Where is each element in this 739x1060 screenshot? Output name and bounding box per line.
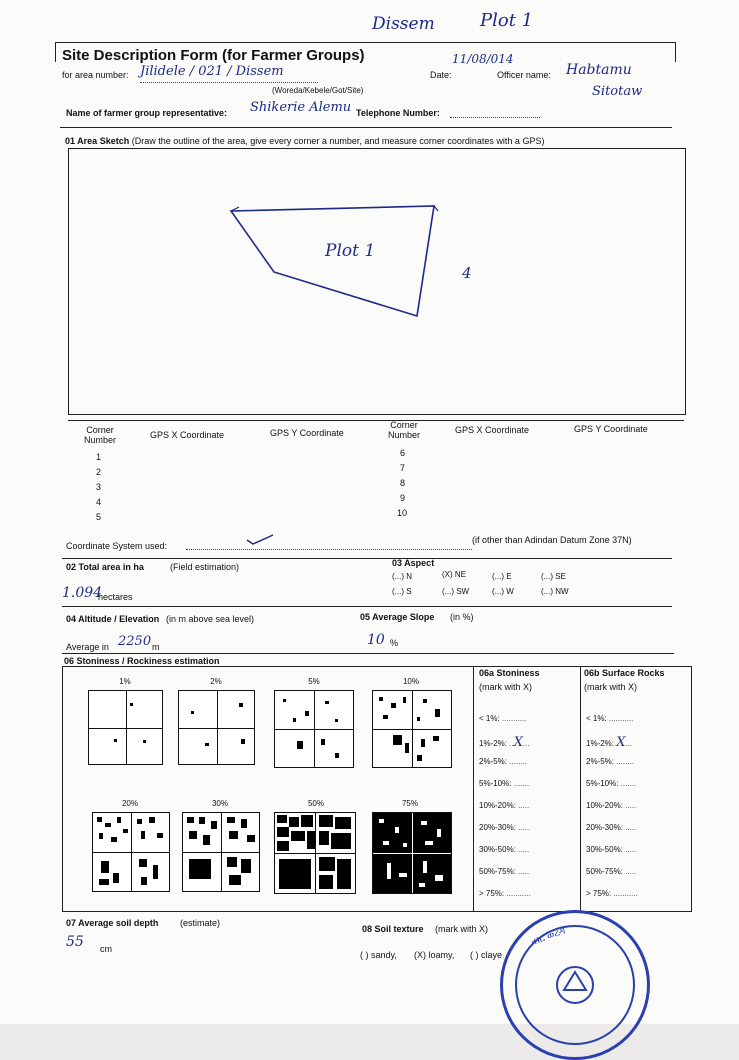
slope-label: 05 Average Slope	[360, 612, 435, 622]
class-b: 10%-20%: .....	[586, 801, 637, 810]
stoniness-label: 06 Stoniness / Rockiness estimation	[64, 656, 220, 666]
class-a: > 75%: ...........	[479, 889, 531, 898]
soil-texture-clayey: ( ) claye	[470, 950, 503, 960]
class-a: 10%-20%: .....	[479, 801, 530, 810]
phone-label: Telephone Number:	[356, 108, 440, 118]
rule-2	[62, 558, 672, 559]
aspect-label: 03 Aspect	[392, 558, 435, 568]
coord-system-label: Coordinate System used:	[66, 541, 168, 551]
class-a: 5%-10%: .......	[479, 779, 530, 788]
corner-number: 3	[96, 482, 102, 492]
sketch-label: 01 Area Sketch	[65, 136, 130, 146]
coord-system-note: (if other than Adindan Datum Zone 37N)	[472, 535, 632, 545]
phone-line	[450, 117, 540, 118]
frame-left	[55, 42, 56, 62]
panel-label-20pct: 20%	[121, 799, 138, 808]
gps-col-corner-right: Corner Number	[387, 420, 420, 440]
aspect-nw: (...) NW	[541, 587, 569, 596]
class-b: 50%-75%: .....	[586, 867, 637, 876]
gps-top-rule	[68, 420, 684, 421]
soil-depth-value: 55	[66, 934, 84, 950]
panel-label-5pct: 5%	[308, 677, 320, 686]
soil-depth-unit: cm	[100, 944, 112, 954]
rep-label: Name of farmer group representative:	[66, 108, 228, 118]
stoniness-divider-2	[580, 666, 581, 911]
class-a: 50%-75%: .....	[479, 867, 530, 876]
corner-number: 9	[400, 493, 406, 503]
officer-value-2: Sitotaw	[592, 84, 643, 99]
aspect-e: (...) E	[492, 572, 512, 581]
soil-depth-hint: (estimate)	[180, 918, 221, 928]
coord-check-mark	[245, 532, 275, 546]
area-number-hint: (Woreda/Kebele/Got/Site)	[272, 86, 364, 95]
stone-panel-30pct	[182, 812, 260, 892]
area-number-value: Jilidele / 021 / Dissem	[140, 64, 284, 79]
date-value: 11/08/014	[452, 52, 514, 66]
rule-3	[62, 606, 672, 607]
slope-unit: %	[390, 638, 399, 648]
panel-label-2pct: 2%	[210, 677, 222, 686]
corner-number: 8	[400, 478, 406, 488]
class-b: 1%-2%: X...	[586, 735, 633, 750]
class-b: 5%-10%: .......	[586, 779, 637, 788]
soil-depth-label: 07 Average soil depth	[66, 918, 159, 928]
corner-number: 6	[400, 448, 406, 458]
stone-panel-2pct	[178, 690, 255, 765]
aspect-n: (...) N	[392, 572, 412, 581]
stone-panel-1pct	[88, 690, 163, 765]
slope-value: 10	[367, 632, 385, 648]
stone-panel-50pct	[274, 812, 356, 894]
gps-col-x-right: GPS X Coordinate	[455, 425, 530, 435]
stoniness-mark-a: X	[513, 735, 523, 750]
officer-label: Officer name:	[497, 70, 551, 80]
rule-4	[62, 653, 674, 654]
stone-panel-5pct	[274, 690, 354, 768]
panel-label-30pct: 30%	[211, 799, 228, 808]
sketch-header	[65, 136, 544, 146]
aspect-w: (...) W	[492, 587, 514, 596]
aspect-s: (...) S	[392, 587, 412, 596]
altitude-hint: (in m above sea level)	[166, 614, 255, 624]
stone-panel-75pct	[372, 812, 452, 894]
stoniness-col-b-hint: (mark with X)	[584, 682, 638, 692]
class-b: < 1%: ...........	[586, 714, 634, 723]
aspect-sw: (...) SW	[442, 587, 470, 596]
total-area-unit: hectares	[98, 592, 133, 602]
stoniness-mark-b: X	[616, 735, 626, 750]
class-b: 20%-30%: .....	[586, 823, 637, 832]
handwritten-plot: Plot 1	[480, 10, 534, 31]
stone-panel-10pct	[372, 690, 452, 768]
sketch-instruction: (Draw the outline of the area, give every corner a number, and measure corner coordinates with a GPS)	[131, 136, 545, 146]
corner-number: 1	[96, 452, 102, 462]
rule-1	[60, 127, 672, 128]
slope-hint: (in %)	[450, 612, 474, 622]
stamp-text: ብር ወረዳ	[530, 925, 568, 948]
corner-number: 5	[96, 512, 102, 522]
soil-texture-sandy: ( ) sandy,	[360, 950, 397, 960]
class-b: > 75%: ...........	[586, 889, 638, 898]
class-a: 1%-2%: ..X...	[479, 735, 530, 750]
stoniness-col-a-hint: (mark with X)	[479, 682, 533, 692]
coord-system-line	[186, 549, 472, 550]
class-a: 2%-5%: ........	[479, 757, 528, 766]
handwritten-location: Dissem	[372, 14, 435, 34]
plot-outline	[69, 149, 685, 414]
corner-number: 7	[400, 463, 406, 473]
total-area-label: 02 Total area in ha	[66, 562, 144, 572]
class-a: < 1%: ...........	[479, 714, 527, 723]
soil-texture-hint: (mark with X)	[435, 924, 489, 934]
class-b: 2%-5%: ........	[586, 757, 635, 766]
sketch-box	[68, 148, 686, 415]
stamp-emblem-icon	[550, 960, 600, 1010]
stoniness-divider-1	[473, 666, 474, 911]
area-number-line	[140, 82, 318, 83]
stoniness-col-a-title: 06a Stoniness	[479, 668, 540, 678]
aspect-ne: (X) NE	[442, 570, 466, 579]
panel-label-50pct: 50%	[307, 799, 324, 808]
stone-panel-20pct	[92, 812, 170, 892]
altitude-unit: m	[152, 642, 160, 652]
soil-texture-label: 08 Soil texture	[362, 924, 424, 934]
form-title: Site Description Form (for Farmer Groups)	[62, 47, 365, 64]
class-a: 30%-50%: .....	[479, 845, 530, 854]
gps-col-y-right: GPS Y Coordinate	[574, 424, 648, 434]
total-area-hint: (Field estimation)	[170, 562, 240, 572]
corner-number: 10	[397, 508, 408, 518]
gps-col-y-left: GPS Y Coordinate	[270, 428, 344, 438]
stoniness-col-b-title: 06b Surface Rocks	[584, 668, 665, 678]
frame-right	[675, 42, 676, 62]
panel-label-75pct: 75%	[401, 799, 418, 808]
class-b: 30%-50%: .....	[586, 845, 637, 854]
altitude-value: 2250	[118, 634, 152, 649]
corner-number: 2	[96, 467, 102, 477]
altitude-avg-label: Average in	[66, 642, 109, 652]
sketch-plot-label: Plot 1	[325, 241, 376, 261]
corner-number: 4	[96, 497, 102, 507]
class-a: 20%-30%: .....	[479, 823, 530, 832]
aspect-se: (...) SE	[541, 572, 566, 581]
gps-col-corner-left: Corner Number	[83, 425, 116, 445]
area-number-label: for area number:	[62, 70, 129, 80]
total-area-value: 1.094	[62, 585, 103, 601]
panel-label-10pct: 10%	[402, 677, 419, 686]
top-rule	[55, 42, 675, 43]
date-label: Date:	[430, 70, 452, 80]
altitude-label: 04 Altitude / Elevation	[66, 614, 160, 624]
gps-col-x-left: GPS X Coordinate	[150, 430, 225, 440]
rep-value: Shikerie Alemu	[250, 100, 352, 115]
officer-value-1: Habtamu	[566, 62, 632, 78]
sketch-corner-mark: 4	[462, 264, 472, 282]
soil-texture-loamy: (X) loamy,	[414, 950, 455, 960]
panel-label-1pct: 1%	[119, 677, 131, 686]
